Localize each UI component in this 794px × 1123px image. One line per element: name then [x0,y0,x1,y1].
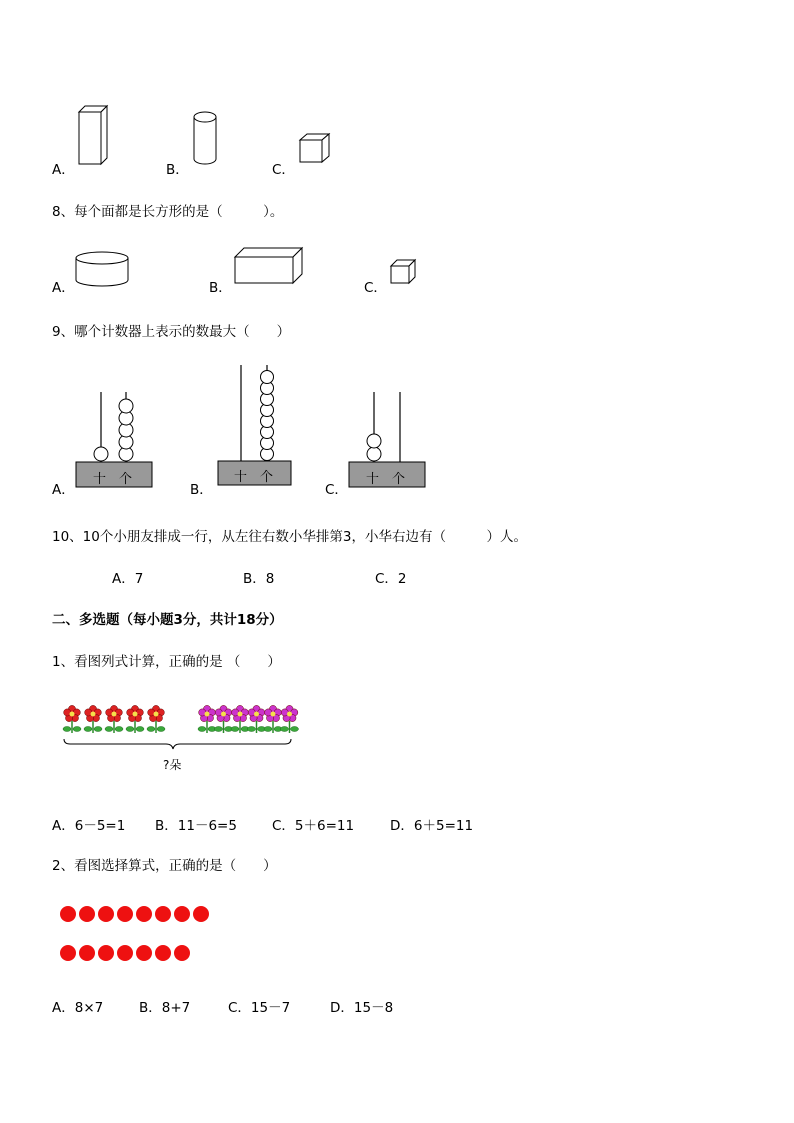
m1-question-text: 1、看图列式计算，正确的是 （ ） [52,654,281,670]
m1-option-c[interactable]: C．5＋6=11 [272,818,355,834]
m2-option-d[interactable]: D．15－8 [330,1000,394,1016]
q7-option-a-cuboid-tall [77,104,111,166]
m1-option-a[interactable]: A．6－5=1 [52,818,126,834]
red-dot [60,945,76,961]
red-dot [155,945,171,961]
red-flower [63,705,81,733]
purple-flower [281,705,299,733]
red-flower [126,705,144,733]
purple-flower [231,705,249,733]
purple-flower [215,705,233,733]
q9-abacus-a-tens-label: 十 [93,472,107,487]
red-dot [79,945,95,961]
red-dot [136,906,152,922]
purple-flower [198,705,216,733]
q9-option-a-label[interactable]: A． [52,482,75,498]
q9-abacus-b-ones-label: 个 [260,470,274,485]
red-dot [155,906,171,922]
q8-option-a-label[interactable]: A． [52,280,75,296]
q8-option-b-cuboid [233,247,303,285]
q7-option-c-label[interactable]: C． [272,162,295,178]
m2-dots-picture [58,904,218,964]
q8-option-c-cube [389,259,417,285]
q9-option-c-label[interactable]: C． [325,482,348,498]
q8-question-text: 8、每个面都是长方形的是（ ）。 [52,204,284,220]
q9-abacus-c-rods [348,392,428,492]
red-dot [174,945,190,961]
q7-option-b-cylinder [192,111,218,167]
m1-flowers-picture [60,703,300,753]
brace [64,739,291,749]
q10-question-text: 10、10个小朋友排成一行，从左往右数小华排第3，小华右边有（ ）人。 [52,529,527,545]
q9-abacus-b-tens-label: 十 [234,470,248,485]
red-dot [60,906,76,922]
m1-option-d[interactable]: D．6＋5=11 [390,818,474,834]
q9-abacus-a [75,392,155,492]
red-dot [79,906,95,922]
m2-option-c[interactable]: C．15－7 [228,1000,291,1016]
q8-option-b-label[interactable]: B． [209,280,232,296]
m2-option-b[interactable]: B．8+7 [139,1000,191,1016]
red-dot [193,906,209,922]
q9-option-b-label[interactable]: B． [190,482,213,498]
m1-option-b[interactable]: B．11－6=5 [155,818,237,834]
q10-option-b[interactable]: B．8 [243,571,275,587]
m2-question-text: 2、看图选择算式，正确的是（ ） [52,858,277,874]
q7-option-b-label[interactable]: B． [166,162,189,178]
red-flower [84,705,102,733]
purple-flower [248,705,266,733]
red-dot [98,906,114,922]
q9-question-text: 9、哪个计数器上表示的数最大（ ） [52,324,291,340]
q9-abacus-c-tens-label: 十 [366,472,380,487]
q10-option-c[interactable]: C．2 [375,571,407,587]
section-2-title: 二、多选题（每小题3分，共计18分） [52,612,283,628]
m2-option-a[interactable]: A．8×7 [52,1000,104,1016]
q9-abacus-a-rods [75,392,155,492]
q8-option-a-cylinder-flat [75,250,131,288]
q9-abacus-c [348,392,428,492]
q9-abacus-b-rods [217,365,297,490]
q7-option-c-cube [298,132,332,164]
m1-brace-label: ?朵 [163,758,182,772]
red-dot [117,906,133,922]
red-dot [117,945,133,961]
q9-abacus-b [217,365,297,490]
q9-abacus-c-ones-label: 个 [392,472,406,487]
red-dot [174,906,190,922]
red-flower [105,705,123,733]
purple-flower [264,705,282,733]
red-flower [147,705,165,733]
red-dot [136,945,152,961]
q7-option-a-label[interactable]: A． [52,162,75,178]
q9-abacus-a-ones-label: 个 [119,472,133,487]
q10-option-a[interactable]: A．7 [112,571,144,587]
q8-option-c-label[interactable]: C． [364,280,387,296]
red-dot [98,945,114,961]
